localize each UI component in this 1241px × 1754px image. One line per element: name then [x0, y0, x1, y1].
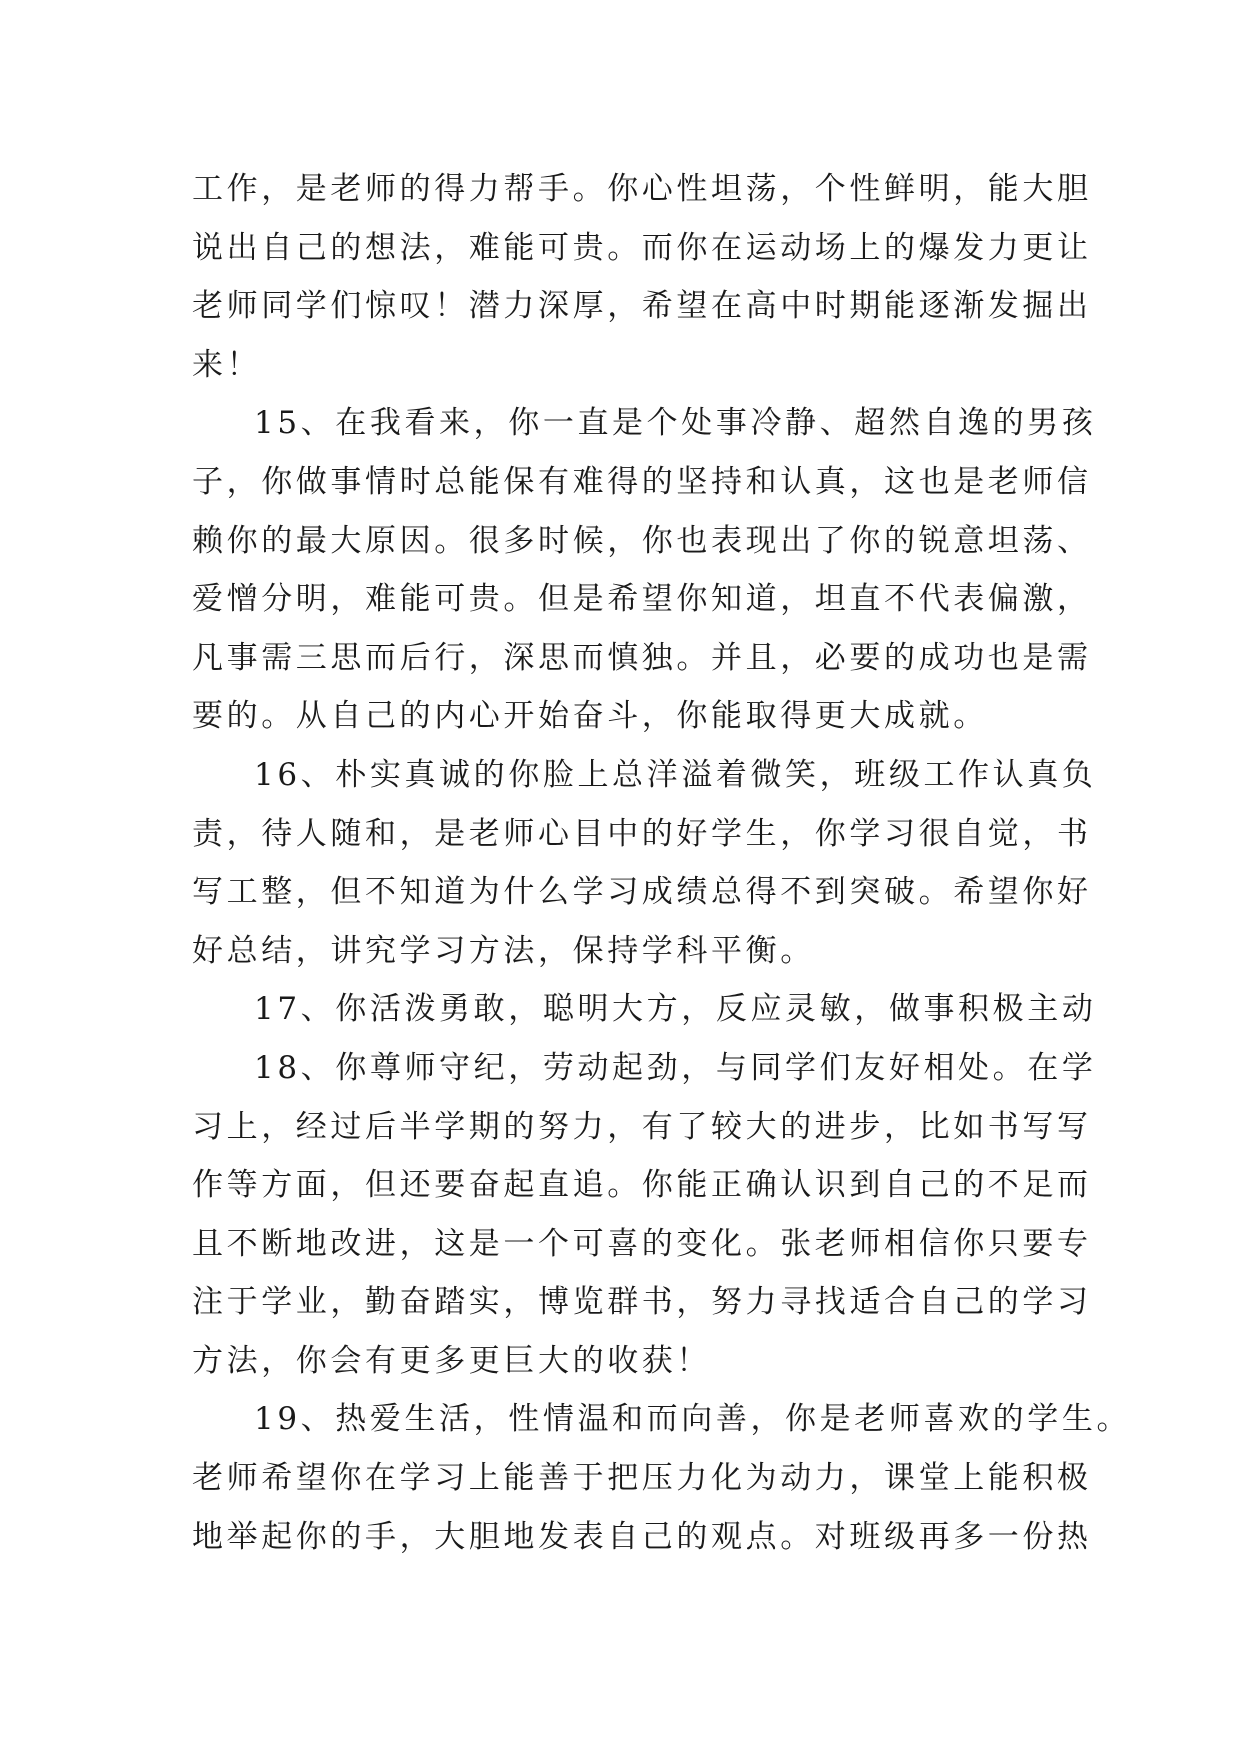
text-line: 凡事需三思而后行，深思而慎独。并且，必要的成功也是需: [192, 639, 1092, 676]
text-line: 说出自己的想法，难能可贵。而你在运动场上的爆发力更让: [192, 229, 1092, 266]
text-line: 19、热爱生活，性情温和而向善，你是老师喜欢的学生。: [254, 1401, 1132, 1438]
text-line: 18、你尊师守纪，劳动起劲，与同学们友好相处。在学: [254, 1049, 1097, 1086]
text-line: 作等方面，但还要奋起直追。你能正确认识到自己的不足而: [192, 1167, 1092, 1204]
text-line: 注于学业，勤奋踏实，博览群书，努力寻找适合自己的学习: [192, 1284, 1092, 1321]
text-line: 子，你做事情时总能保有难得的坚持和认真，这也是老师信: [192, 463, 1092, 500]
text-line: 地举起你的手，大胆地发表自己的观点。对班级再多一份热: [192, 1518, 1092, 1555]
text-line: 方法，你会有更多更巨大的收获！: [192, 1342, 711, 1379]
text-line: 16、朴实真诚的你脸上总洋溢着微笑，班级工作认真负: [254, 756, 1097, 793]
document-body: [192, 160, 1132, 1566]
text-line: 要的。从自己的内心开始奋斗，你能取得更大成就。: [192, 698, 988, 735]
text-line: 工作，是老师的得力帮手。你心性坦荡，个性鲜明，能大胆: [192, 171, 1092, 207]
text-line: 15、在我看来，你一直是个处事冷静、超然自逸的男孩: [254, 405, 1097, 442]
text-line: 且不断地改进，这是一个可喜的变化。张老师相信你只要专: [192, 1225, 1092, 1262]
text-line: 写工整，但不知道为什么学习成绩总得不到突破。希望你好: [192, 874, 1092, 911]
text-line: 老师希望你在学习上能善于把压力化为动力，课堂上能积极: [192, 1460, 1092, 1497]
text-line: 赖你的最大原因。很多时候，你也表现出了你的锐意坦荡、: [192, 522, 1092, 559]
text-line: 好总结，讲究学习方法，保持学科平衡。: [192, 932, 815, 969]
text-line: 来！: [192, 346, 262, 383]
text-line: 责，待人随和，是老师心目中的好学生，你学习很自觉，书: [192, 815, 1092, 852]
text-line: 17、你活泼勇敢，聪明大方，反应灵敏，做事积极主动: [254, 991, 1097, 1028]
text-line: 习上，经过后半学期的努力，有了较大的进步，比如书写写: [192, 1108, 1092, 1145]
text-line: 老师同学们惊叹！潜力深厚，希望在高中时期能逐渐发掘出: [192, 288, 1092, 325]
text-line: 爱憎分明，难能可贵。但是希望你知道，坦直不代表偏激，: [192, 581, 1092, 618]
